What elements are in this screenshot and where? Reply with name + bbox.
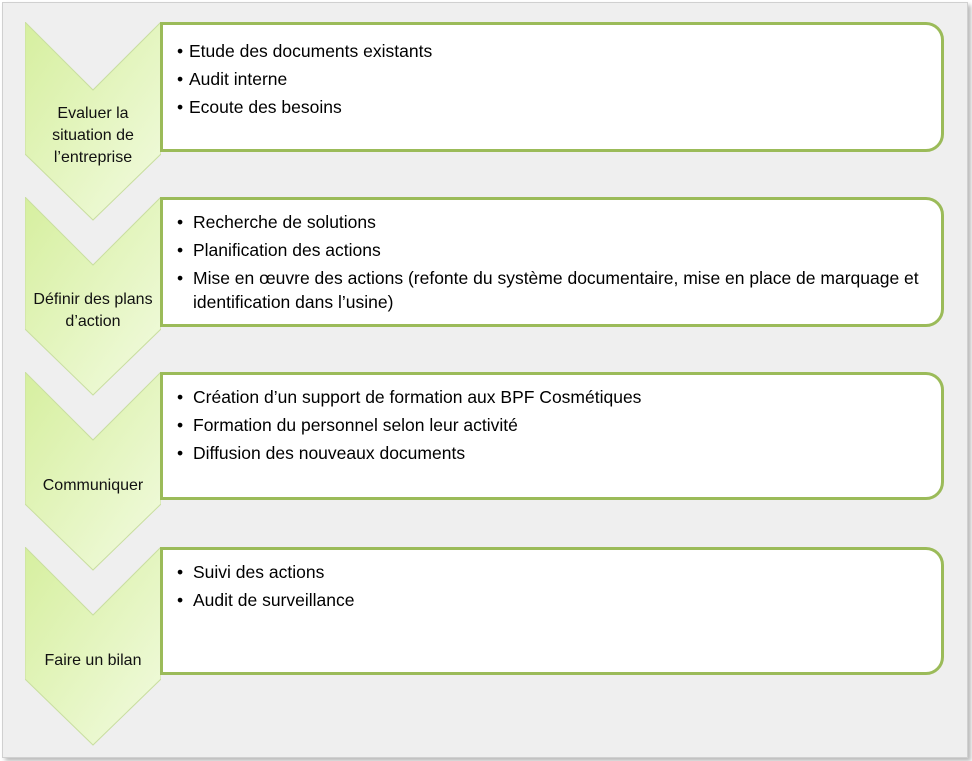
step-item: • Etude des documents existants xyxy=(177,39,927,63)
step-item: • Audit de surveillance xyxy=(177,588,927,612)
step-item: • Formation du personnel selon leur activité xyxy=(177,413,927,437)
step-item: • Planification des actions xyxy=(177,238,927,262)
step-item: • Mise en œuvre des actions (refonte du système documentaire, mise en place de marquage et identification dans l’usine) xyxy=(177,266,927,314)
step-chevron xyxy=(25,197,161,395)
step-items xyxy=(177,39,927,119)
step-item: • Audit interne xyxy=(177,67,927,91)
step-details-box xyxy=(160,22,944,152)
step-items xyxy=(177,385,927,465)
step-label: Evaluer la situation de l’entreprise xyxy=(52,105,134,166)
step-item: • Suivi des actions xyxy=(177,560,927,584)
step-details-box xyxy=(160,197,944,327)
step-label: Faire un bilan xyxy=(44,652,142,669)
step-details-box xyxy=(160,372,944,500)
step-label: Communiquer xyxy=(42,477,144,494)
step-items xyxy=(177,560,927,612)
step-item: • Création d’un support de formation aux BPF Cosmétiques xyxy=(177,385,927,409)
step-details-box xyxy=(160,547,944,675)
step-item: • Diffusion des nouveaux documents xyxy=(177,441,927,465)
step-items xyxy=(177,210,927,314)
step-item: • Ecoute des besoins xyxy=(177,95,927,119)
step-chevron xyxy=(25,22,161,220)
step-chevron xyxy=(25,372,161,570)
step-label: Définir des plans d’action xyxy=(33,291,153,330)
step-chevron xyxy=(25,547,161,745)
step-item: • Recherche de solutions xyxy=(177,210,927,234)
